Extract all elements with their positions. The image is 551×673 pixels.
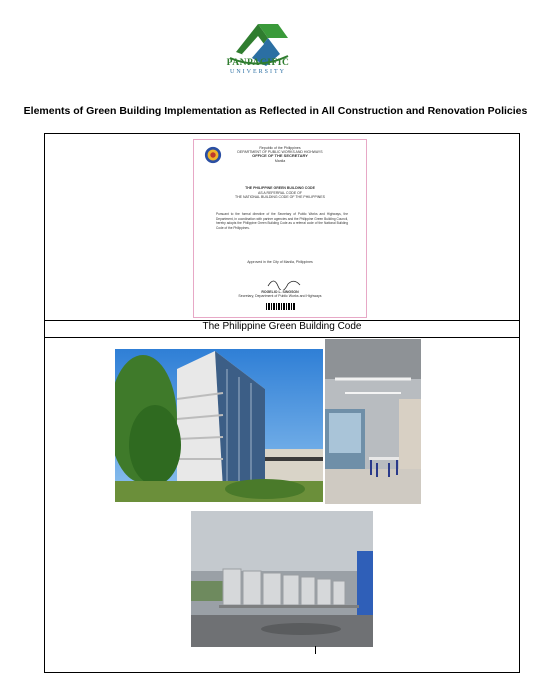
logo-subname: UNIVERSITY (230, 69, 286, 75)
doc-signatory: ROGELIO L. SINGSON (261, 290, 299, 294)
green-building-code-document (193, 139, 367, 318)
logo-name: PANPACIFIC (226, 58, 290, 68)
caption-green-building-code: The Philippine Green Building Code (202, 321, 362, 332)
doc-office: OFFICE OF THE SECRETARY (252, 153, 308, 158)
table-row-divider (45, 337, 519, 338)
barcode-icon (266, 303, 296, 310)
logo-wordmark (208, 58, 308, 76)
building-interior-photo (325, 339, 421, 504)
doc-code-sub2: THE NATIONAL BUILDING CODE OF THE PHILIPPINES (235, 195, 325, 199)
doc-code-title: THE PHILIPPINE GREEN BUILDING CODE (245, 186, 315, 190)
doc-city: Manila (274, 159, 286, 163)
signature-icon (266, 276, 306, 290)
building-exterior-photo (115, 349, 323, 502)
doc-approved: Approved in the City of Manila, Philippines (247, 260, 313, 264)
doc-body: Pursuant to the formal directive of the Secretary of Public Works and Highways, the Department, in coordination with partner agencies and the Philippine Green Building Council, hereby adopts the Philippine Green Building Code as a referral code of the National Building Code of the Philippines. (216, 212, 348, 230)
rooftop-units-photo (191, 511, 373, 647)
page-title: Elements of Green Building Implementation as Reflected in All Construction and Renovation Policies (23, 105, 528, 117)
doc-code-sub1: AS A REFERRAL CODE OF (257, 191, 303, 195)
doc-signatory-title: Secretary, Department of Public Works and Highways (238, 294, 322, 298)
doc-republic: Republic of the Philippines (259, 146, 301, 150)
doc-department: DEPARTMENT OF PUBLIC WORKS AND HIGHWAYS (237, 150, 323, 154)
